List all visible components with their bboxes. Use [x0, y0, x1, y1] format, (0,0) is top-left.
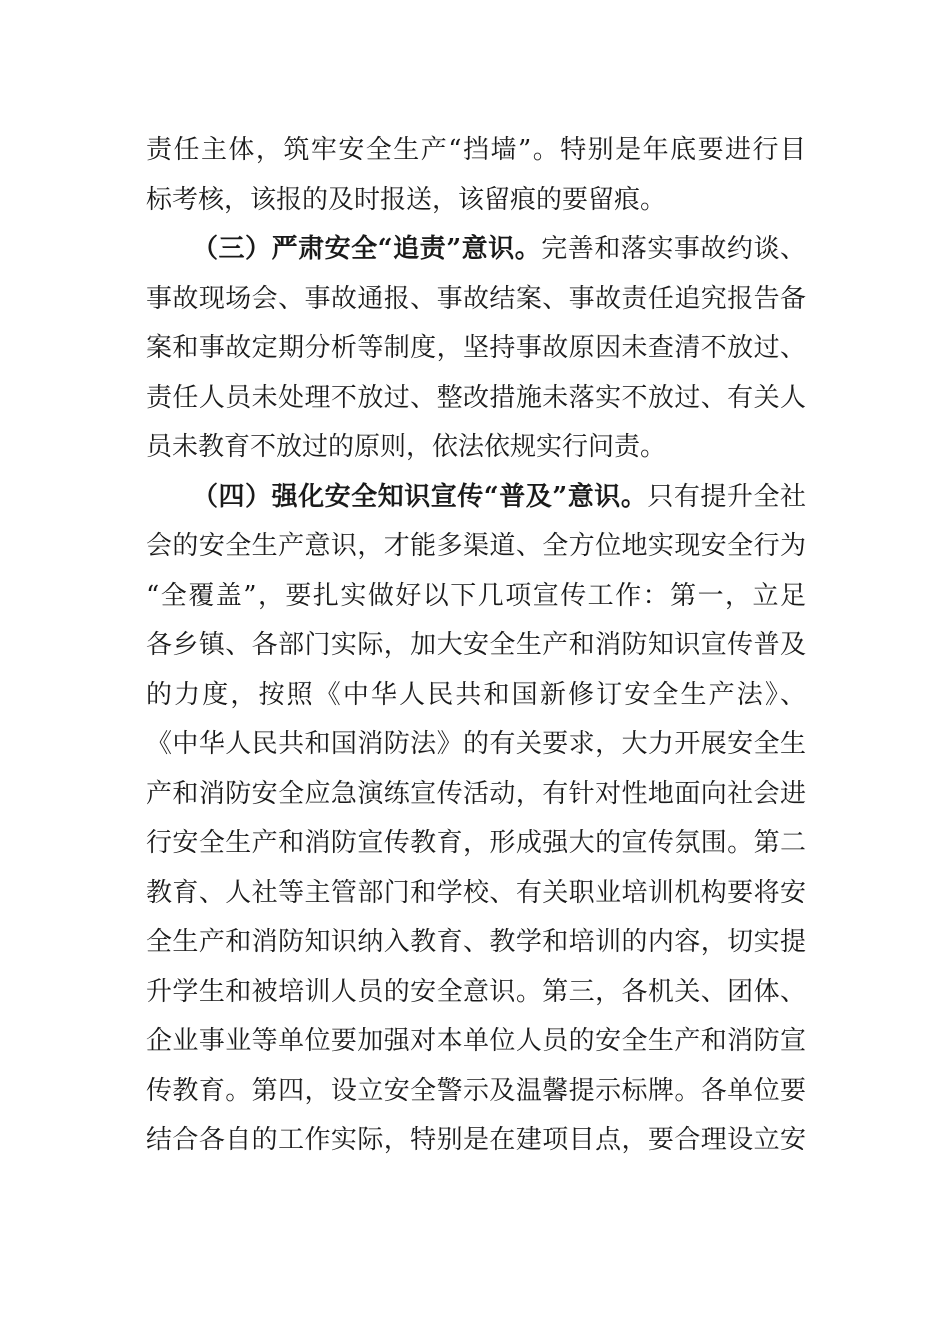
text-line: 教育、人社等主管部门和学校、有关职业培训机构要将安 [146, 877, 806, 908]
text-line [146, 473, 806, 523]
text-line: 《中华人民共和国消防法》的有关要求，大力开展安全生 [146, 729, 806, 759]
text-line: 员未教育不放过的原则，依法依规实行问责。 [146, 432, 667, 462]
text-line: 责任主体，筑牢安全生产“挡墙”。特别是年底要进行目 [146, 135, 806, 165]
text-line: 行安全生产和消防宣传教育，形成强大的宣传氛围。第二 [146, 828, 806, 858]
text-line: 升学生和被培训人员的安全意识。第三，各机关、团体、 [146, 976, 806, 1007]
paragraph-responsibility-subject [146, 126, 806, 225]
section-heading-four: （四）强化安全知识宣传“普及”意识。 [192, 481, 648, 512]
text-line: 标考核，该报的及时报送，该留痕的要留痕。 [146, 184, 667, 215]
paragraph-accountability [146, 225, 806, 473]
text-line: 会的安全生产意识，才能多渠道、全方位地实现安全行为 [146, 531, 806, 561]
text-run: 完善和落实事故约谈、 [541, 234, 806, 264]
document-page [146, 126, 806, 1166]
text-line [146, 225, 806, 275]
text-line: 结合各自的工作实际，特别是在建项目点，要合理设立安 [146, 1125, 806, 1155]
text-line: 案和事故定期分析等制度，坚持事故原因未查清不放过、 [146, 333, 806, 363]
text-line: 传教育。第四，设立安全警示及温馨提示标牌。各单位要 [146, 1075, 806, 1106]
text-line: 责任人员未处理不放过、整改措施未落实不放过、有关人 [146, 382, 806, 413]
text-line: 的力度，按照《中华人民共和国新修订安全生产法》、 [146, 679, 806, 710]
paragraph-safety-publicity [146, 473, 806, 1166]
text-line: 各乡镇、各部门实际，加大安全生产和消防知识宣传普及 [146, 630, 806, 660]
text-line: 产和消防安全应急演练宣传活动，有针对性地面向社会进 [146, 778, 806, 809]
text-line: 企业事业等单位要加强对本单位人员的安全生产和消防宣 [146, 1026, 806, 1056]
text-line: 全生产和消防知识纳入教育、教学和培训的内容，切实提 [146, 927, 806, 957]
section-heading-three: （三）严肃安全“追责”意识。 [192, 234, 542, 264]
text-line: 事故现场会、事故通报、事故结案、事故责任追究报告备 [146, 283, 806, 314]
text-line: “全覆盖”，要扎实做好以下几项宣传工作：第一，立足 [146, 580, 806, 611]
text-run: 只有提升全社 [647, 481, 806, 512]
